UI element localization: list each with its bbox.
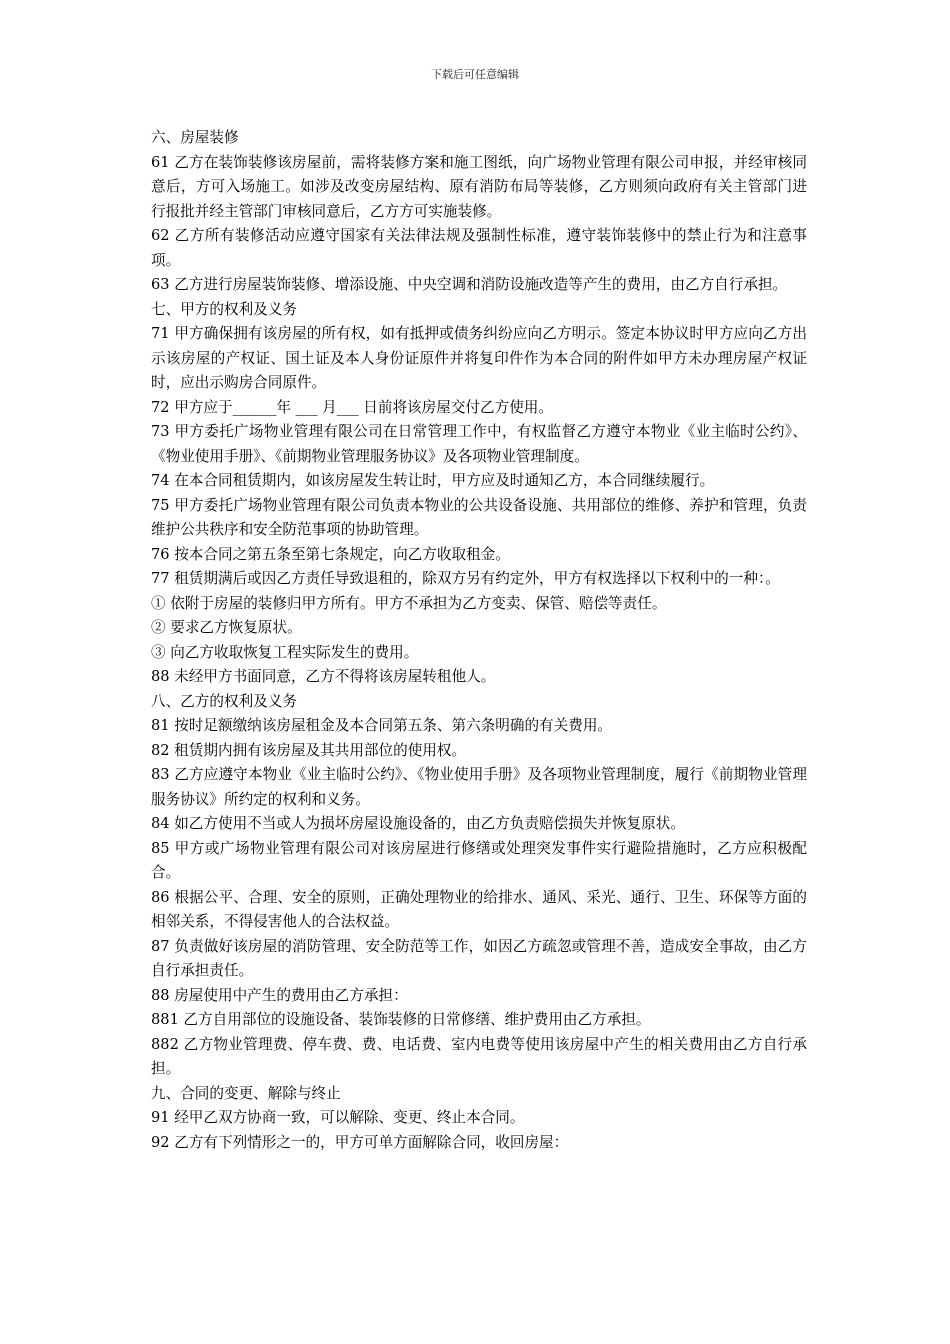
- clause-83: 83 乙方应遵守本物业《业主临时公约》、《物业使用手册》及各项物业管理制度，履行《前期物业管理服务协议》所约定的权利和义务。: [151, 766, 807, 808]
- option-1: ① 依附于房屋的装修归甲方所有。甲方不承担为乙方变卖、保管、赔偿等责任。: [151, 594, 667, 612]
- section-heading-8: 八、乙方的权利及义务: [151, 692, 297, 710]
- clause-81: 81 按时足额缴纳该房屋租金及本合同第五条、第六条明确的有关费用。: [151, 717, 613, 734]
- clause-74: 74 在本合同租赁期内，如该房屋发生转让时，甲方应及时通知乙方，本合同继续履行。: [151, 472, 715, 489]
- option-3: ③ 向乙方收取恢复工程实际发生的费用。: [151, 643, 419, 661]
- section-heading-7: 七、甲方的权利及义务: [151, 300, 297, 318]
- clause-87: 87 负责做好该房屋的消防管理、安全防范等工作，如因乙方疏忽或管理不善，造成安全事故，由乙方自行承担责任。: [151, 937, 807, 979]
- clause-82: 82 租赁期内拥有该房屋及其共用部位的使用权。: [151, 741, 467, 759]
- page-header: 下载后可任意编辑: [431, 68, 519, 81]
- clause-63: 63 乙方进行房屋装饰装修、增添设施、中央空调和消防设施改造等产生的费用，由乙方自行承担。: [151, 276, 788, 293]
- clause-88a: 88 未经甲方书面同意，乙方不得将该房屋转租他人。: [151, 668, 496, 685]
- clause-881: 881 乙方自用部位的设施设备、装饰装修的日常修缮、维护费用由乙方承担。: [151, 1011, 651, 1028]
- clause-86: 86 根据公平、合理、安全的原则，正确处理物业的给排水、通风、采光、通行、卫生、环保等方面的相邻关系，不得侵害他人的合法权益。: [151, 888, 807, 930]
- clause-76: 76 按本合同之第五条至第七条规定，向乙方收取租金。: [151, 545, 510, 563]
- option-2: ② 要求乙方恢复原状。: [151, 619, 302, 636]
- clause-72: 72 甲方应于______年 ___ 月___ 日前将该房屋交付乙方使用。: [151, 398, 553, 416]
- section-heading-9: 九、合同的变更、解除与终止: [151, 1084, 341, 1102]
- clause-71: 71 甲方确保拥有该房屋的所有权，如有抵押或债务纠纷应向乙方明示。签定本协议时甲方应向乙方出示该房屋的产权证、国土证及本人身份证原件并将复印件作为本合同的附件如甲方未办理房屋产权证时，应出示购房合同原件。: [151, 325, 807, 391]
- document-body: [145, 126, 807, 1155]
- section-heading-6: 六、房屋装修: [151, 129, 239, 146]
- clause-77: 77 租赁期满后或因乙方责任导致退租的，除双方另有约定外，甲方有权选择以下权利中的一种：。: [151, 570, 780, 587]
- clause-91: 91 经甲乙双方协商一致，可以解除、变更、终止本合同。: [151, 1109, 525, 1126]
- clause-62: 62 乙方所有装修活动应遵守国家有关法律法规及强制性标准，遵守装饰装修中的禁止行为和注意事项。: [151, 227, 807, 269]
- clause-73: 73 甲方委托广场物业管理有限公司在日常管理工作中，有权监督乙方遵守本物业《业主临时公约》、《物业使用手册》、《前期物业管理服务协议》及各项物业管理制度。: [151, 423, 807, 465]
- clause-84: 84 如乙方使用不当或人为损坏房屋设施设备的，由乙方负责赔偿损失并恢复原状。: [151, 815, 685, 832]
- clause-92: 92 乙方有下列情形之一的，甲方可单方面解除合同，收回房屋：: [151, 1133, 569, 1151]
- clause-61: 61 乙方在装饰装修该房屋前，需将装修方案和施工图纸，向广场物业管理有限公司申报，并经审核同意后，方可入场施工。如涉及改变房屋结构、原有消防布局等装修，乙方则须向政府有关主管部门进行报批并经主管部门审核同意后，乙方方可实施装修。: [151, 153, 807, 220]
- clause-88: 88 房屋使用中产生的费用由乙方承担：: [151, 986, 408, 1004]
- clause-85: 85 甲方或广场物业管理有限公司对该房屋进行修缮或处理突发事件实行避险措施时，乙方应积极配合。: [151, 839, 807, 881]
- clause-882: 882 乙方物业管理费、停车费、费、电话费、室内电费等使用该房屋中产生的相关费用由乙方自行承担。: [151, 1035, 807, 1077]
- clause-75: 75 甲方委托广场物业管理有限公司负责本物业的公共设备设施、共用部位的维修、养护和管理，负责维护公共秩序和安全防范事项的协助管理。: [151, 496, 807, 538]
